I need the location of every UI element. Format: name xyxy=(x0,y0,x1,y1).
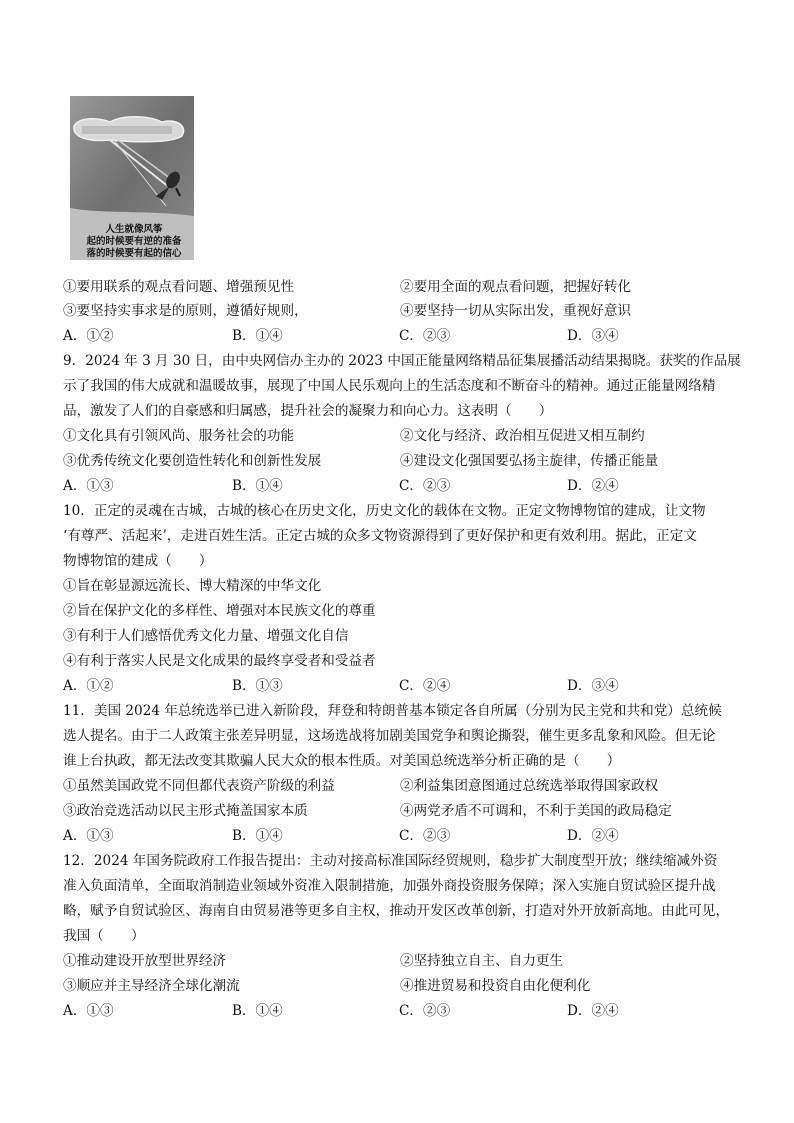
q10-option-a[interactable]: A．①② xyxy=(63,678,114,694)
q12-stem-line-1: 12．2024 年国务院政府工作报告提出：主动对接高标准国际经贸规则，稳步扩大制度型开放；继续缩减外资 xyxy=(63,853,718,869)
q9-item-4: ④建设文化强国要弘扬主旋律，传播正能量 xyxy=(400,453,659,469)
q9-option-a[interactable]: A．①③ xyxy=(63,478,114,494)
q12-option-c[interactable]: C．②③ xyxy=(399,1003,451,1019)
q12-option-b[interactable]: B．①④ xyxy=(232,1003,283,1019)
q11-item-2: ②利益集团意图通过总统选举取得国家政权 xyxy=(400,778,659,794)
q12-item-2: ②坚持独立自主、自力更生 xyxy=(400,953,564,969)
q9-item-3: ③优秀传统文化要创造性转化和创新性发展 xyxy=(63,453,322,469)
q10-stem-line-1: 10．正定的灵魂在古城，古城的核心在历史文化，历史文化的载体在文物。正定文物博物馆的建成，让文物 xyxy=(63,503,706,519)
q8-option-c[interactable]: C．②③ xyxy=(399,328,451,344)
q11-stem-line-3: 谁上台执政，都无法改变其欺骗人民大众的根本性质。对美国总统选举分析正确的是（ ） xyxy=(63,753,621,769)
q10-option-b[interactable]: B．①③ xyxy=(232,678,283,694)
q11-option-b[interactable]: B．①④ xyxy=(232,828,283,844)
q12-option-a[interactable]: A．①③ xyxy=(63,1003,114,1019)
q9-stem-line-1: 9．2024 年 3 月 30 日，由中央网信办主办的 2023 中国正能量网络精品征集展播活动结果揭晓。获奖的作品展 xyxy=(63,353,741,369)
q10-item-1: ①旨在彰显源远流长、博大精深的中华文化 xyxy=(63,578,322,594)
q8-item-2: ②要用全面的观点看问题，把握好转化 xyxy=(400,279,632,295)
q9-item-1: ①文化具有引领风尚、服务社会的功能 xyxy=(63,428,295,444)
q8-item-3: ③要坚持实事求是的原则，遵循好规则， xyxy=(63,303,308,319)
q12-stem-line-4: 我国（ ） xyxy=(63,928,145,944)
q8-item-4: ④要坚持一切从实际出发，重视好意识 xyxy=(400,303,632,319)
q9-stem-line-3: 品，激发了人们的自豪感和归属感，提升社会的凝聚力和向心力。这表明（ ） xyxy=(63,403,553,419)
q10-option-d[interactable]: D．③④ xyxy=(567,678,619,694)
q8-option-b[interactable]: B．①④ xyxy=(232,328,283,344)
q9-option-b[interactable]: B．①④ xyxy=(232,478,283,494)
q11-option-a[interactable]: A．①③ xyxy=(63,828,114,844)
q12-item-1: ①推动建设开放型世界经济 xyxy=(63,953,227,969)
q9-item-2: ②文化与经济、政治相互促进又相互制约 xyxy=(400,428,645,444)
q12-stem-line-3: 略，赋予自贸试验区、海南自由贸易港等更多自主权，推动开发区改革创新，打造对外开放新高地。由此可见， xyxy=(63,903,730,919)
q11-stem-line-1: 11．美国 2024 年总统选举已进入新阶段，拜登和特朗普基本锁定各自所属（分别为民主党和共和党）总统候 xyxy=(63,703,722,719)
q9-stem-line-2: 示了我国的伟大成就和温暖故事，展现了中国人民乐观向上的生活态度和不断奋斗的精神。通过正能量网络精 xyxy=(63,378,716,394)
q9-option-c[interactable]: C．②③ xyxy=(399,478,451,494)
q10-stem-line-2: ‘有尊严、活起来’，走进百姓生活。正定古城的众多文物资源得到了更好保护和更有效利用。据此，正定文 xyxy=(63,528,697,544)
cartoon-caption xyxy=(64,224,204,260)
q11-item-4: ④两党矛盾不可调和，不利于美国的政局稳定 xyxy=(400,803,672,819)
cartoon-caption-line-3: 落的时候要有起的信心 xyxy=(86,248,182,259)
q12-stem-line-2: 准入负面清单，全面取消制造业领域外资准入限制措施，加强外商投资服务保障；深入实施自贸试验区提升战 xyxy=(63,878,716,894)
q10-stem-line-3: 物博物馆的建成（ ） xyxy=(63,553,213,569)
q11-item-1: ①虽然美国政党不同但都代表资产阶级的利益 xyxy=(63,778,335,794)
q9-option-d[interactable]: D．②④ xyxy=(567,478,619,494)
q12-item-4: ④推进贸易和投资自由化便利化 xyxy=(400,978,591,994)
q10-item-2: ②旨在保护文化的多样性、增强对本民族文化的尊重 xyxy=(63,603,376,619)
q11-option-c[interactable]: C．②③ xyxy=(399,828,451,844)
q10-item-3: ③有利于人们感悟优秀文化力量、增强文化自信 xyxy=(63,628,349,644)
q8-option-a[interactable]: A．①② xyxy=(63,328,114,344)
q10-item-4: ④有利于落实人民是文化成果的最终享受者和受益者 xyxy=(63,653,376,669)
q11-item-3: ③政治竞选活动以民主形式掩盖国家本质 xyxy=(63,803,308,819)
cartoon-caption-line-1: 人生就像风筝 xyxy=(105,224,163,235)
q8-option-d[interactable]: D．③④ xyxy=(567,328,619,344)
q11-option-d[interactable]: D．②④ xyxy=(567,828,619,844)
q12-item-3: ③顺应并主导经济全球化潮流 xyxy=(63,978,240,994)
q12-option-d[interactable]: D．②④ xyxy=(567,1003,619,1019)
q11-stem-line-2: 选人提名。由于二人政策主张差异明显，这场选战将加剧美国党争和舆论撕裂，催生更多乱象和风险。但无论 xyxy=(63,728,716,744)
q8-item-1: ①要用联系的观点看问题、增强预见性 xyxy=(63,279,295,295)
q10-option-c[interactable]: C．②④ xyxy=(399,678,451,694)
cartoon-caption-line-2: 起的时候要有逆的准备 xyxy=(86,236,182,247)
